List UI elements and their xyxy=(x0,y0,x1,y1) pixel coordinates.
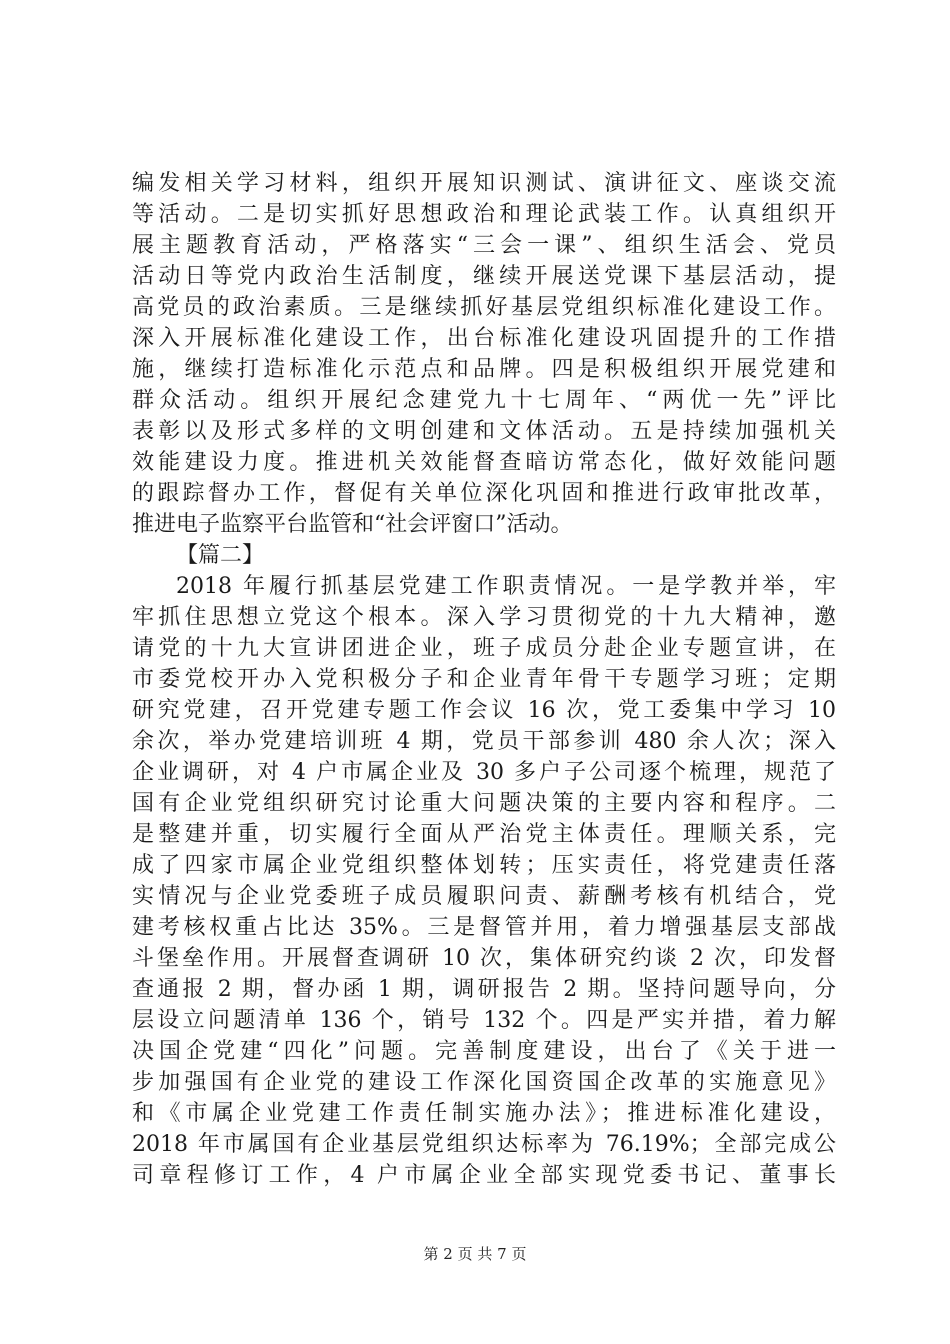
text-line: 是整建并重，切实履行全面从严治党主体责任。理顺关系，完 xyxy=(132,822,836,847)
text-line: 建考核权重占比达 35%。三是督管并用，着力增强基层支部战 xyxy=(132,915,836,940)
text-line: 实情况与企业党委班子成员履职问责、薪酬考核有机结合，党 xyxy=(132,884,836,909)
text-line: 层设立问题清单 136 个，销号 132 个。四是严实并措，着力解 xyxy=(132,1008,836,1033)
document-body xyxy=(132,168,852,1191)
text-line: 展主题教育活动，严格落实“三会一课”、组织生活会、党员 xyxy=(132,233,836,258)
text-line: 高党员的政治素质。三是继续抓好基层党组织标准化建设工作。 xyxy=(132,295,836,320)
text-line: 等活动。二是切实抓好思想政治和理论武装工作。认真组织开 xyxy=(132,202,836,227)
section-heading: 【篇二】 xyxy=(176,543,265,568)
text-line: 司章程修订工作，4 户市属企业全部实现党委书记、董事长 xyxy=(132,1163,836,1188)
text-line: 牢抓住思想立党这个根本。深入学习贯彻党的十九大精神，邀 xyxy=(132,605,836,630)
text-line: 决国企党建“四化”问题。完善制度建设，出台了《关于进一 xyxy=(132,1039,836,1064)
text-line: 推进电子监察平台监管和“社会评窗口”活动。 xyxy=(132,512,573,537)
text-line: 和《市属企业党建工作责任制实施办法》；推进标准化建设， xyxy=(132,1101,836,1126)
text-line: 余次，举办党建培训班 4 期，党员干部参训 480 余人次；深入 xyxy=(132,729,836,754)
text-line: 表彰以及形式多样的文明创建和文体活动。五是持续加强机关 xyxy=(132,419,836,444)
text-line: 市委党校开办入党积极分子和企业青年骨干专题学习班；定期 xyxy=(132,667,836,692)
text-line: 效能建设力度。推进机关效能督查暗访常态化，做好效能问题 xyxy=(132,450,836,475)
text-line: 国有企业党组织研究讨论重大问题决策的主要内容和程序。二 xyxy=(132,791,836,816)
text-line: 的跟踪督办工作，督促有关单位深化巩固和推进行政审批改革， xyxy=(132,481,836,506)
text-line: 施，继续打造标准化示范点和品牌。四是积极组织开展党建和 xyxy=(132,357,836,382)
text-line: 研究党建，召开党建专题工作会议 16 次，党工委集中学习 10 xyxy=(132,698,836,723)
text-line: 2018 年市属国有企业基层党组织达标率为 76.19%；全部完成公 xyxy=(132,1132,836,1157)
text-line: 步加强国有企业党的建设工作深化国资国企改革的实施意见》 xyxy=(132,1070,836,1095)
text-line: 群众活动。组织开展纪念建党九十七周年、“两优一先”评比 xyxy=(132,388,836,413)
text-line: 2018 年履行抓基层党建工作职责情况。一是学教并举，牢 xyxy=(176,574,836,599)
text-line: 活动日等党内政治生活制度，继续开展送党课下基层活动，提 xyxy=(132,264,836,289)
text-line: 企业调研，对 4 户市属企业及 30 多户子公司逐个梳理，规范了 xyxy=(132,760,836,785)
text-line: 编发相关学习材料，组织开展知识测试、演讲征文、座谈交流 xyxy=(132,171,836,196)
text-line: 请党的十九大宣讲团进企业，班子成员分赴企业专题宣讲，在 xyxy=(132,636,836,661)
text-line: 深入开展标准化建设工作，出台标准化建设巩固提升的工作措 xyxy=(132,326,836,351)
text-line: 查通报 2 期，督办函 1 期，调研报告 2 期。坚持问题导向，分 xyxy=(132,977,836,1002)
text-line: 斗堡垒作用。开展督查调研 10 次，集体研究约谈 2 次，印发督 xyxy=(132,946,836,971)
page-footer: 第 2 页 共 7 页 xyxy=(423,1245,527,1263)
text-line: 成了四家市属企业党组织整体划转；压实责任，将党建责任落 xyxy=(132,853,836,878)
